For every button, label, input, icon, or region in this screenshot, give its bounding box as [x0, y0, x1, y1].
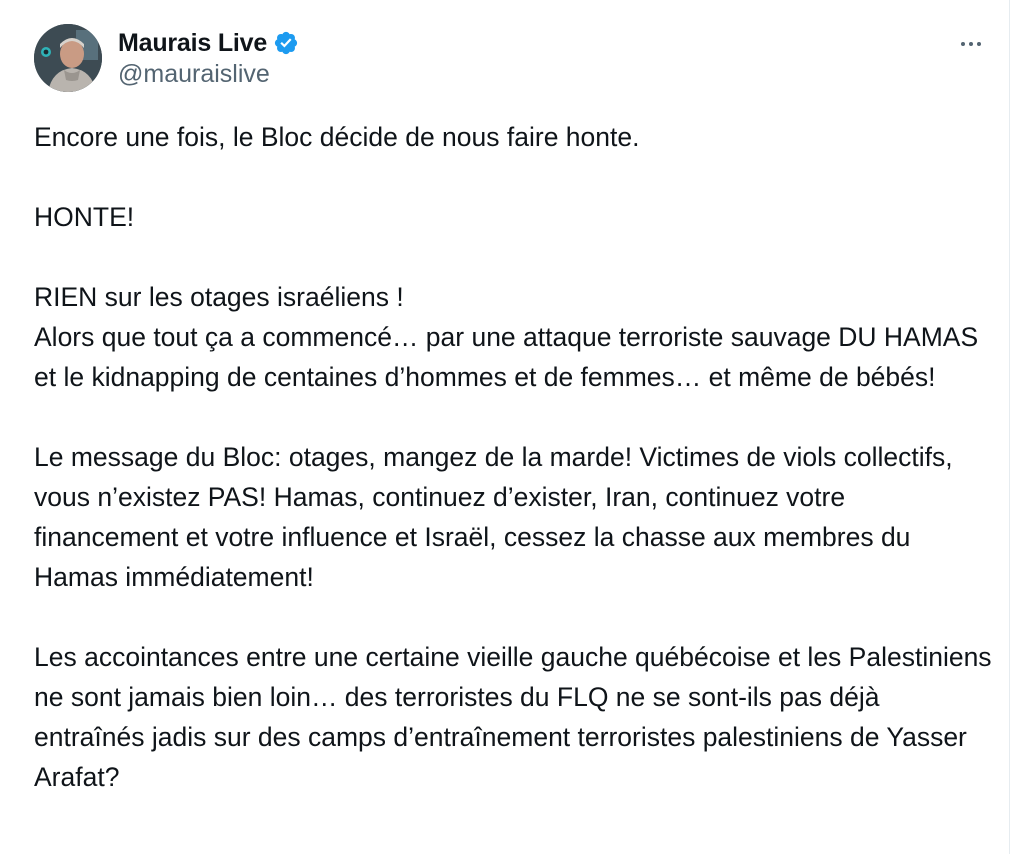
- paragraph-gap: [34, 597, 994, 637]
- avatar-photo-icon: [34, 24, 102, 92]
- tweet-paragraph: HONTE!: [34, 202, 135, 232]
- more-options-icon[interactable]: [953, 30, 989, 58]
- tweet-header: [34, 24, 989, 92]
- tweet-paragraph: Les accointances entre une certaine vieille gauche québécoise et les Palestiniens ne sont jamais bien loin… des terroristes du FLQ ne se sont-ils pas déjà entraînés jadis sur des camps d’entraînement terroristes palestiniens de Yasser Arafat?: [34, 642, 992, 792]
- dot: [969, 42, 973, 46]
- verified-badge-icon[interactable]: [273, 30, 299, 56]
- dot: [977, 42, 981, 46]
- tweet-paragraph: Alors que tout ça a commencé… par une attaque terroriste sauvage DU HAMAS et le kidnapping de centaines d’hommes et de femmes… et même de bébés!: [34, 322, 979, 392]
- tweet-paragraph: Encore une fois, le Bloc décide de nous faire honte.: [34, 122, 640, 152]
- author-names: [118, 28, 299, 89]
- display-name[interactable]: Maurais Live: [118, 28, 268, 57]
- tweet-text: [34, 117, 994, 797]
- avatar[interactable]: [34, 24, 102, 92]
- author-handle[interactable]: @mauraislive: [118, 60, 270, 88]
- tweet-paragraph: RIEN sur les otages israéliens !: [34, 282, 404, 312]
- paragraph-gap: [34, 397, 994, 437]
- tweet-paragraph: Le message du Bloc: otages, mangez de la marde! Victimes de viols collectifs, vous n’existez PAS! Hamas, continuez d’exister, Iran, continuez votre financement et votre influence et Israël, cessez la chasse aux membres du Hamas immédiatement!: [34, 442, 953, 592]
- dot: [961, 42, 965, 46]
- paragraph-gap: [34, 157, 994, 197]
- paragraph-gap: [34, 237, 994, 277]
- display-name-row: [118, 28, 299, 58]
